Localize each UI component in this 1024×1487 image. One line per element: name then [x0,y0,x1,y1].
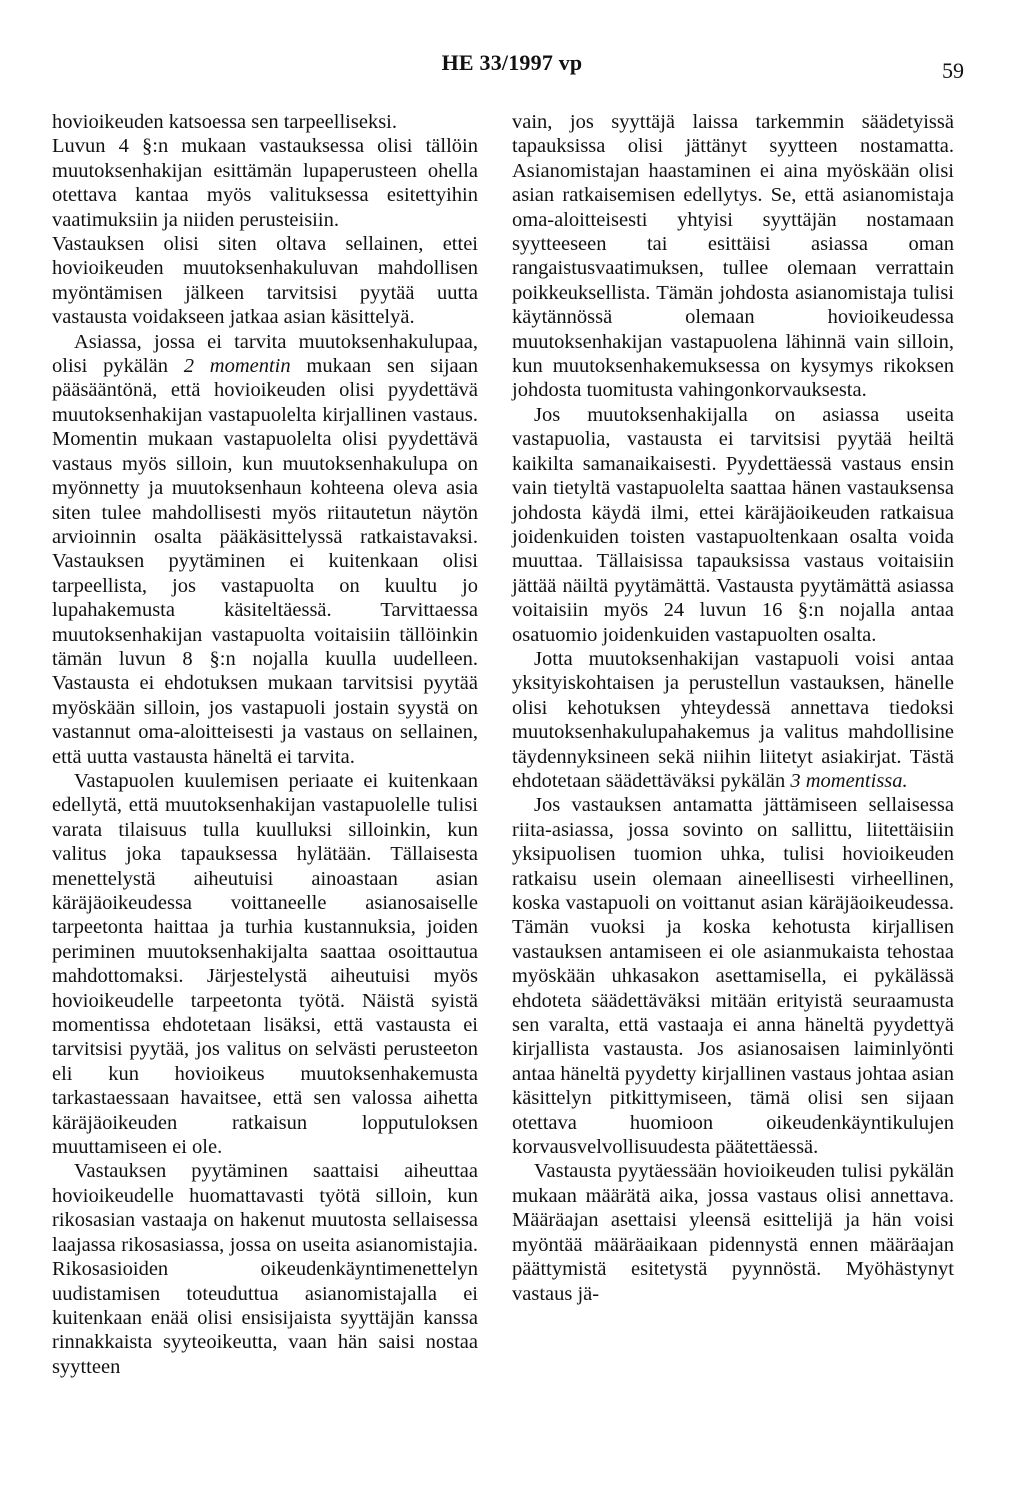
emphasis-text: 3 momentissa. [790,769,908,792]
left-column [52,110,478,1379]
emphasis-text: 2 momentin [183,355,291,378]
paragraph: Vastauksen olisi siten oltava sellainen, ettei hovioikeuden muutoksenhakuluvan mahdollisen myöntämisen jälkeen tarvitsisi pyytää uutta vastausta voidakseen jatkaa asian käsittelyä. [52,233,478,329]
paragraph: Jos muutoksenhakijalla on asiassa useita vastapuolia, vastausta ei tarvitsisi pyytää heiltä kaikilta samanaikaisesti. Pyydettäessä vastaus ensin vain tietyltä vastapuolelta saattaa hänen vastauksensa johdosta käydä ilmi, ettei käräjäoikeuden ratkaisua joidenkuiden toisten vastapuoltenkaan osalta voida muuttaa. Tällaisissa tapauksissa vastaus voitaisiin jättää näiltä pyytämättä. Vastausta pyytämättä asiassa voitaisiin myös 24 luvun 16 §:n nojalla antaa osatuomio joidenkuiden vastapuolten osalta. [512,403,954,646]
paragraph: Luvun 4 §:n mukaan vastauksessa olisi tällöin muutoksenhakijan esittämän lupaperusteen ohella otettava kantaa myös valituksessa esitettyihin vaatimuksiin ja niiden perusteisiin. [52,135,478,231]
paragraph: Vastausta pyytäessään hovioikeuden tulisi pykälän mukaan määrätä aika, jossa vastaus olisi annettava. Määräajan asettaisi yleensä esittelijä ja hän voisi myöntää määräaikaan pidennystä ennen määräajan päättymistä esitetystä pyynnöstä. Myöhästynyt vastaus jä- [512,1160,954,1305]
paragraph-text: Jotta muutoksenhakijan vastapuoli voisi antaa yksityiskohtaisen ja perustellun vastauksen, hänelle olisi kehotuksen yhteydessä annettava tiedoksi muutoksenhakulupahakemus ja valitus mahdollisine täydennyksineen sekä niihin liitetyt asiakirjat. Tästä ehdotetaan säädettäväksi pykälän [512,647,954,792]
paragraph: hovioikeuden katsoessa sen tarpeelliseksi. [52,111,397,133]
paragraph: vain, jos syyttäjä laissa tarkemmin säädetyissä tapauksissa olisi jättänyt syytteen nostamatta. Asianomistajan haastaminen ei aina myöskään olisi asian ratkaisemisen edellytys. Se, että asianomistaja oma-aloitteisesti yhtyisi syyttäjän nostamaan syytteeseen tai esittäisi asiassa oman rangaistusvaatimuksen, tullee olemaan verrattain poikkeuksellista. Tämän johdosta asianomistaja tulisi käytännössä olemaan hovioikeudessa muutoksenhakijan vastapuolena lähinnä vain silloin, kun muutoksenhakemuksessa on kysymys rikoksen johdosta tuomitusta vahingonkorvauksesta. [512,111,954,402]
page-number: 59 [942,58,964,83]
paragraph [52,330,478,769]
paragraph: Vastauksen pyytäminen saattaisi aiheuttaa hovioikeudelle huomattavasti työtä silloin, kun rikosasian vastaaja on hakenut muutosta sellaisessa laajassa rikosasiassa, jossa on useita asianomistajia. Rikosasioiden oikeudenkäyntimenettelyn uudistamisen toteuduttua asianomistajalla ei kuitenkaan enää olisi ensisijaista syyttäjän kanssa rinnakkaista syyteoikeutta, vaan hän saisi nostaa syytteen [52,1160,478,1378]
paragraph-text: mukaan sen sijaan pääsääntönä, että hovioikeuden olisi pyydettävä muutoksenhakijan vastapuolelta kirjallinen vastaus. Momentin mukaan vastapuolelta olisi pyydettävä vastaus myös silloin, kun muutoksenhakulupa on myönnetty ja muutoksenhaun kohteena oleva asia siten tulee mahdollisesti myös riitautetun näytön arvioinnin osalta pääkäsittelyssä ratkaistavaksi. Vastauksen pyytäminen ei kuitenkaan olisi tarpeellista, jos vastapuolta on kuultu jo lupahakemusta käsiteltäessä. Tarvittaessa muutoksenhakijan vastapuolta voitaisiin tällöinkin tämän luvun 8 §:n nojalla kuulla uudelleen. Vastausta ei ehdotuksen mukaan tarvitsisi pyytää myöskään silloin, jos vastapuoli jostain syystä on vastannut oma-aloitteisesti ja vastaus on sellainen, että uutta vastausta häneltä ei tarvita. [52,355,478,768]
right-column [512,110,954,1306]
paragraph [512,647,954,793]
paragraph: Vastapuolen kuulemisen periaate ei kuitenkaan edellytä, että muutoksenhakijan vastapuolelle tulisi varata tilaisuus tulla kuulluksi silloinkin, kun valitus joka tapauksessa hylätään. Tällaisesta menettelystä aiheutuisi ainoastaan asian käräjäoikeudessa voittaneelle asianosaiselle tarpeetonta haittaa ja turhia kustannuksia, joiden periminen muutoksenhakijalta saattaa osoittautua mahdottomaksi. Järjestelystä aiheutuisi myös hovioikeudelle tarpeetonta työtä. Näistä syistä momentissa ehdotetaan lisäksi, että vastausta ei tarvitsisi pyytää, jos valitus on selvästi perusteeton eli kun hovioikeus muutoksenhakemusta tarkastaessaan havaitsee, että sen valossa aihetta käräjäoikeuden ratkaisun lopputuloksen muuttamiseen ei ole. [52,769,478,1159]
document-title: HE 33/1997 vp [441,50,583,75]
paragraph: Jos vastauksen antamatta jättämiseen sellaisessa riita-asiassa, jossa sovinto on sallittu, liitettäisiin yksipuolisen tuomion uhka, tulisi hovioikeuden ratkaisu usein olemaan aineellisesti virheellinen, koska vastapuoli on voittanut asian käräjäoikeudessa. Tämän vuoksi ja koska kehotusta kirjallisen vastauksen antamiseen ei ole asianmukaista tehostaa myöskään uhkasakon asettamisella, ei pykälässä ehdoteta säädettäväksi mitään erityistä seuraamusta sen varalta, että vastaaja ei anna häneltä pyydettyä kirjallista vastausta. Jos asianosaisen laiminlyönti antaa häneltä pyydetty kirjallinen vastaus johtaa asian käsittelyn pitkittymiseen, tämä olisi sen sijaan otettava huomioon oikeudenkäyntikulujen korvausvelvollisuudesta päätettäessä. [512,794,954,1159]
page-header [0,50,1024,90]
paragraph-text: Asiassa, jossa ei tarvita muutoksenhakulupaa, olisi pykälän [52,330,478,378]
